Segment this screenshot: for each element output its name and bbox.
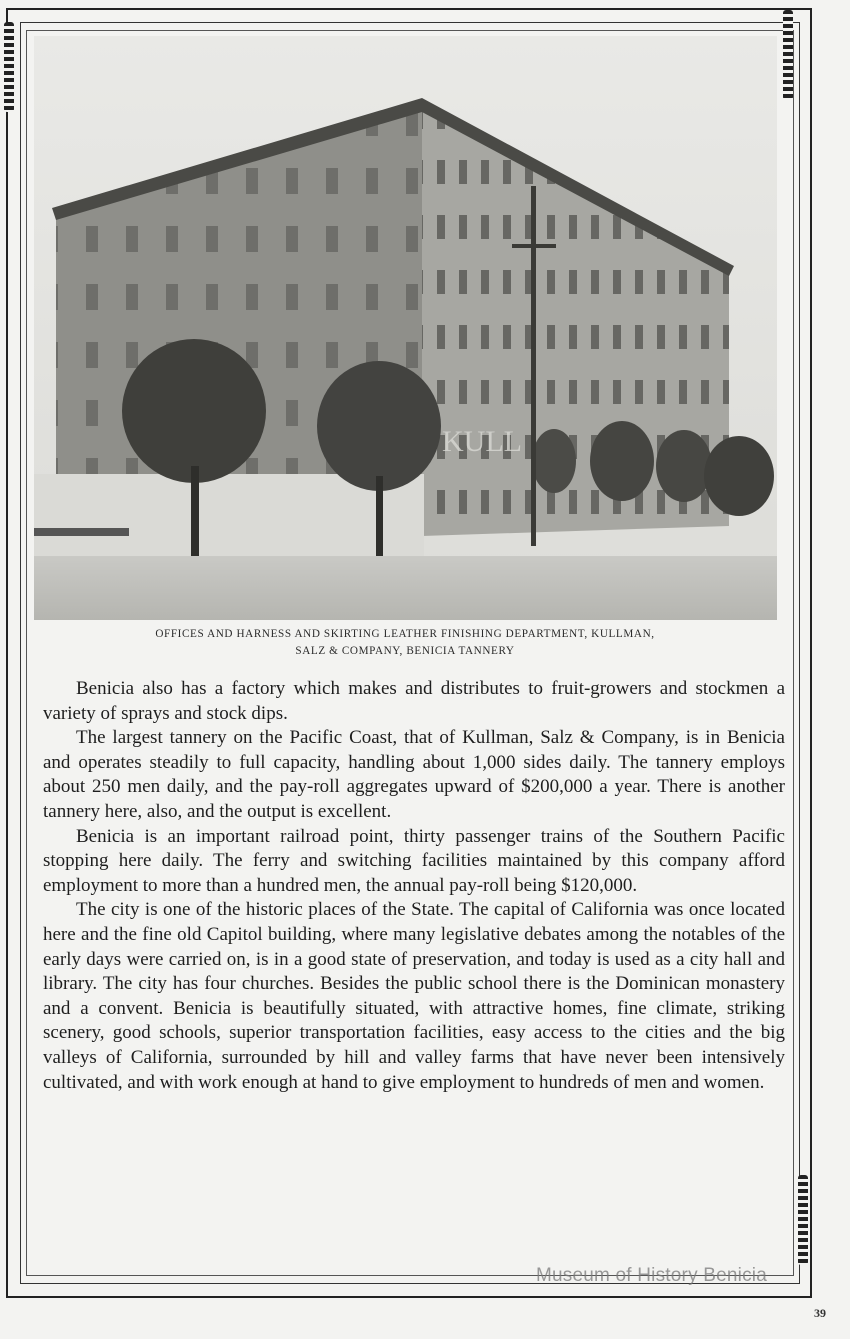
border-ornament-icon xyxy=(798,1175,808,1265)
tannery-photograph xyxy=(34,36,777,620)
paragraph-history: The city is one of the historic places of the State. The capital of California was once located here and the fine old Capitol building, where many legislative debates among the notables of the early days were carried on, is in a good state of preservation, and today is used as a city hall and library. The city has four churches. Besides the public school there is the Dominican monastery and a convent. Benicia is beautifully situated, with attractive homes, fine climate, striking scenery, good schools, superior transportation facilities, easy access to the cities and the big valleys of California, surrounded by hill and valley farms that have never been intensively cultivated, and with work enough at hand to give employment to hundreds of men and women. xyxy=(43,899,785,1093)
border-ornament-icon xyxy=(4,22,14,112)
page-number: 39 xyxy=(814,1306,826,1320)
photo-caption xyxy=(40,626,770,660)
article-body xyxy=(43,677,785,1095)
paragraph-sprays-factory: Benicia also has a factory which makes and distributes to fruit-growers and stockmen a variety of sprays and stock dips. xyxy=(43,678,785,724)
border-ornament-icon xyxy=(783,10,793,100)
building-photo-icon xyxy=(34,36,777,620)
museum-watermark: Museum of History Benicia xyxy=(536,1265,767,1286)
building-sign-text: KULL xyxy=(442,425,522,458)
caption-line-2: SALZ & COMPANY, BENICIA TANNERY xyxy=(295,645,515,657)
paragraph-railroad: Benicia is an important railroad point, thirty passenger trains of the Southern Pacific stopping here daily. The ferry and switching facilities maintained by this company afford employment to more than a hundred men, the annual pay-roll being $120,000. xyxy=(43,825,785,896)
caption-line-1: OFFICES AND HARNESS AND SKIRTING LEATHER FINISHING DEPARTMENT, KULLMAN, xyxy=(155,628,655,640)
paragraph-tannery: The largest tannery on the Pacific Coast, that of Kullman, Salz & Company, is in Benicia and operates steadily to full capacity, handling about 1,000 sides daily. The tannery employs about 250 men daily, and the pay-roll aggregates upward of $200,000 a year. There is another tannery here, also, and the output is excellent. xyxy=(43,727,785,822)
